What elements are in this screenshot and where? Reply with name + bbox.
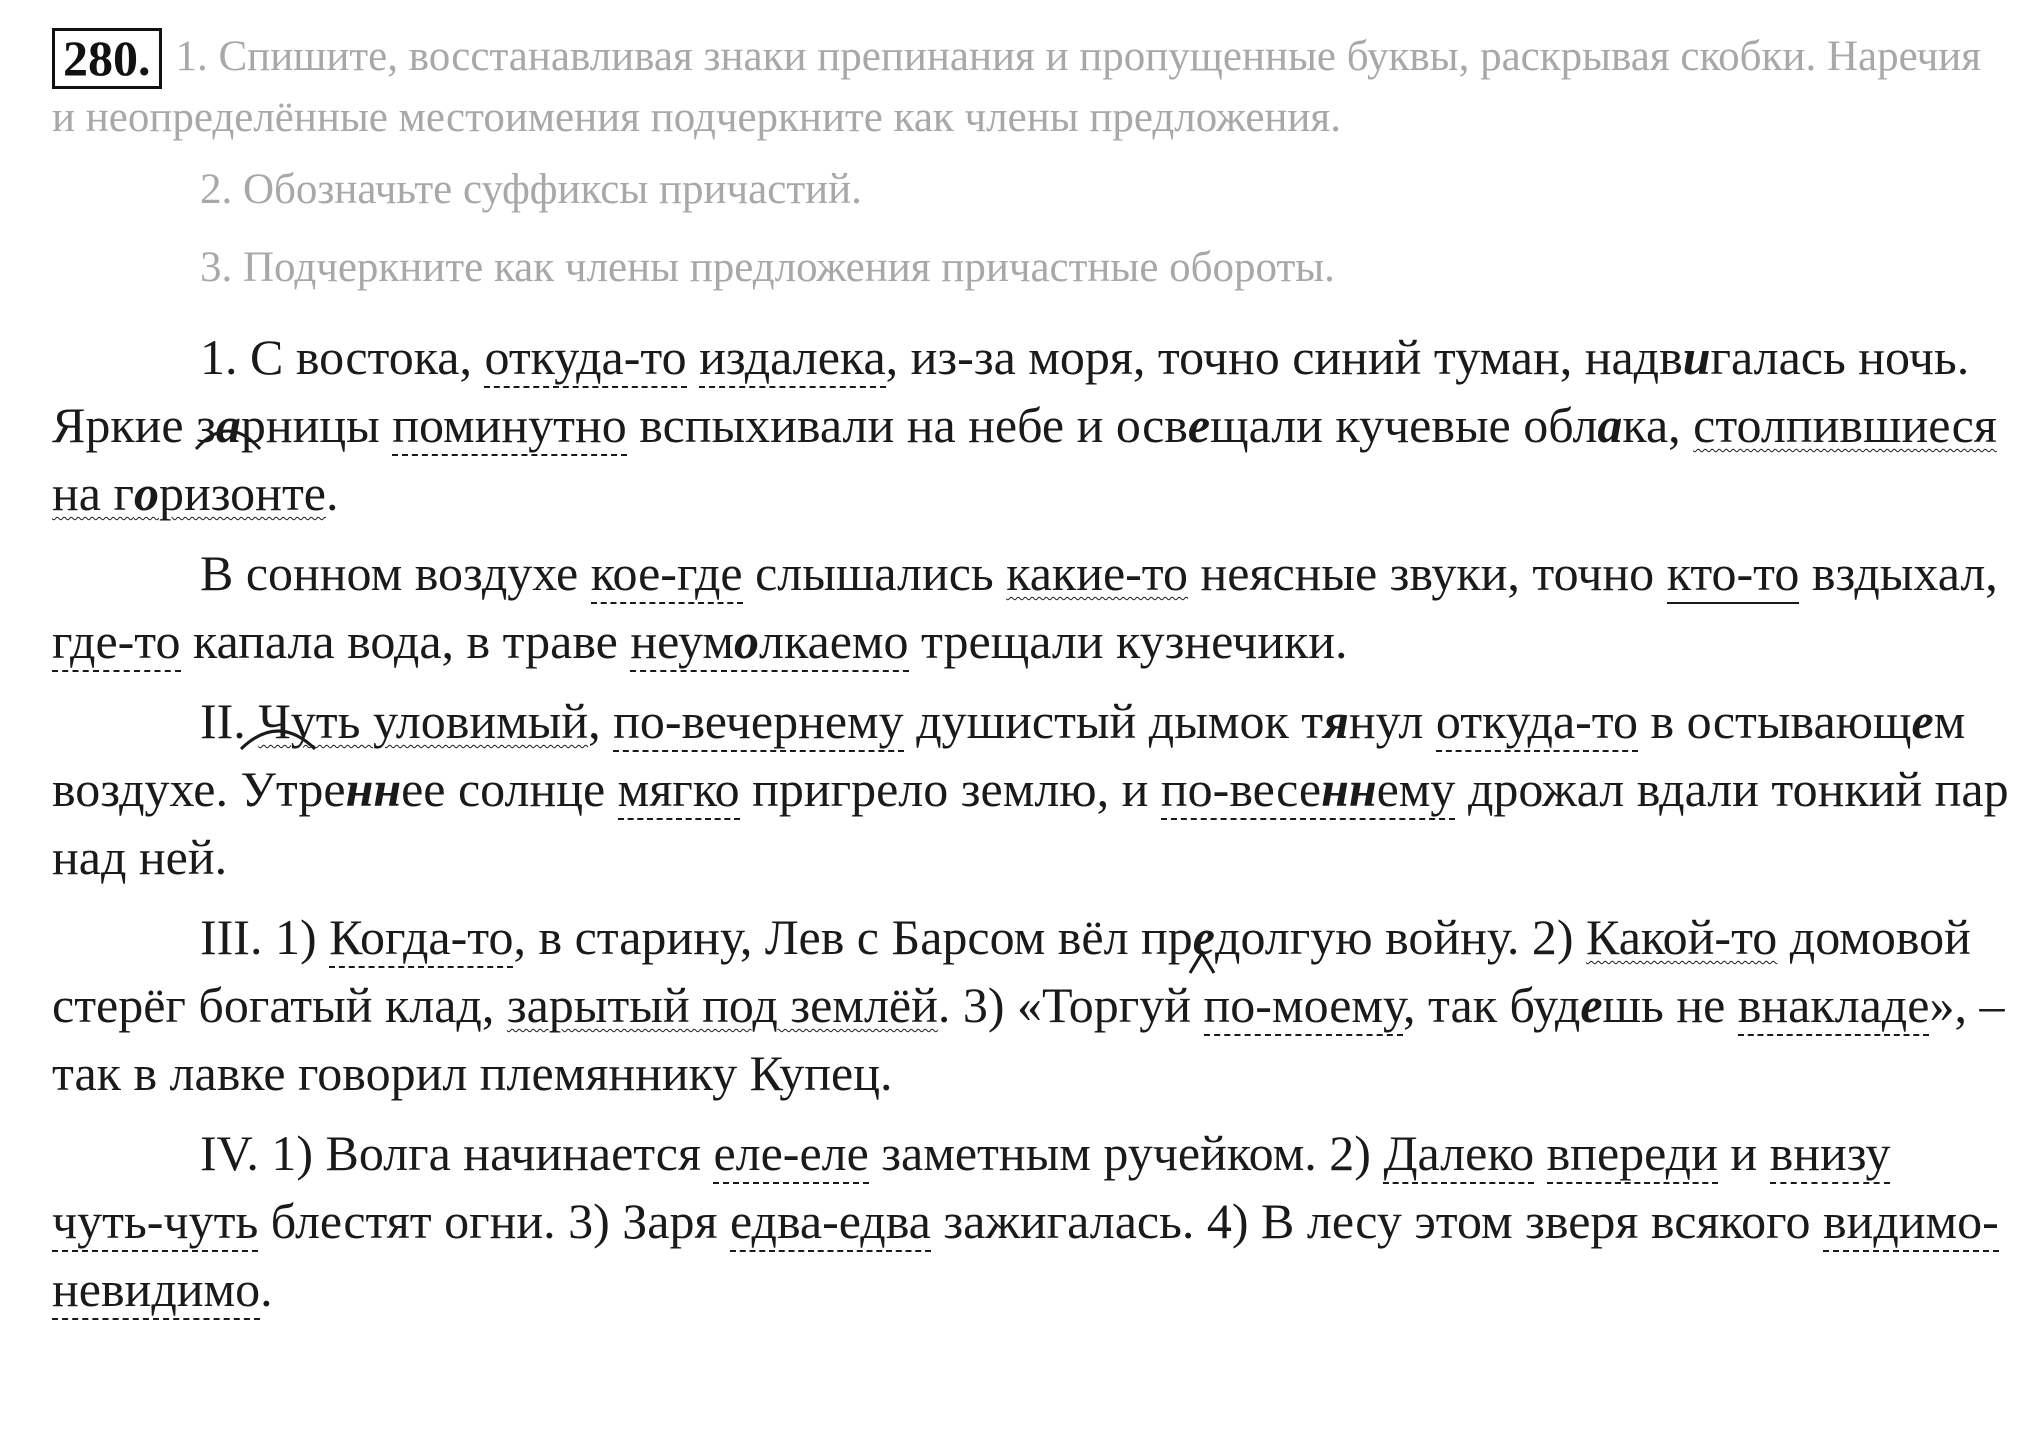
text-fragment: , так буд bbox=[1403, 977, 1581, 1033]
inserted-letter: е bbox=[1187, 397, 1211, 453]
inserted-letter: а bbox=[1597, 397, 1623, 453]
text-fragment: , bbox=[588, 693, 614, 749]
paragraph-5 bbox=[52, 1119, 2012, 1323]
text-fragment: вздыхал, bbox=[1799, 545, 1998, 601]
adverb-underlined: мягко bbox=[618, 761, 740, 820]
text-fragment: ка, bbox=[1622, 397, 1694, 453]
text-fragment: долгую войну. 2) bbox=[1215, 909, 1587, 965]
adverb-underlined: Далеко bbox=[1383, 1125, 1534, 1184]
paragraph-4 bbox=[52, 903, 2012, 1107]
adverb-underlined: где-то bbox=[52, 613, 181, 672]
adverb-underlined: чуть-чуть bbox=[52, 1193, 258, 1252]
text-fragment: , в старину, Лев с Барсом вёл пр bbox=[513, 909, 1193, 965]
text-fragment: , из-за моря, точно синий туман, надв bbox=[885, 329, 1683, 385]
exercise-page bbox=[52, 28, 2012, 1335]
paragraph-1 bbox=[52, 323, 2012, 527]
adverb-underlined: откуда-то bbox=[484, 329, 686, 388]
adverb-underlined: внизу bbox=[1770, 1125, 1891, 1184]
adverb-underlined: издалека bbox=[699, 329, 886, 388]
inserted-letter-with-caret bbox=[1193, 909, 1215, 965]
text-fragment: », – так в лавке говорил племяннику Купец. bbox=[52, 977, 2005, 1101]
adverb-underlined bbox=[1161, 761, 1456, 820]
text-fragment: зажигалась. 4) В лесу этом зверя всякого bbox=[930, 1193, 1823, 1249]
adverb-underlined: внакладе bbox=[1738, 977, 1930, 1036]
text-fragment: по-весе bbox=[1160, 761, 1322, 817]
text-fragment: ее солнце bbox=[401, 761, 618, 817]
text-fragment: и bbox=[1717, 1125, 1770, 1181]
text-fragment: рницы bbox=[240, 397, 393, 453]
pronoun-underlined: Какой-то bbox=[1586, 909, 1778, 965]
text-fragment: блестят огни. 3) Заря bbox=[258, 1193, 730, 1249]
inserted-letter: я bbox=[1323, 693, 1349, 749]
text-fragment: заметным ручейком. 2) bbox=[868, 1125, 1384, 1181]
adverb-underlined bbox=[630, 613, 908, 672]
text-fragment: слышались bbox=[742, 545, 1007, 601]
text-fragment: ризонте bbox=[158, 465, 326, 521]
instruction-1 bbox=[52, 28, 2012, 147]
text-fragment: неясные звуки, точно bbox=[1188, 545, 1667, 601]
inserted-letter: о bbox=[133, 465, 159, 521]
instruction-3: 3. Подчеркните как члены предложения причастные обороты. bbox=[200, 244, 1335, 291]
adverb-underlined: впереди bbox=[1547, 1125, 1718, 1184]
text-fragment: . 3) «Торгуй bbox=[937, 977, 1204, 1033]
pronoun-underlined: какие-то bbox=[1006, 545, 1188, 601]
text-fragment: галась ночь. Яркие з bbox=[52, 329, 1970, 453]
text-fragment: душистый дымок т bbox=[903, 693, 1324, 749]
text-fragment: ему bbox=[1376, 761, 1456, 817]
adverb-underlined: видимо-невидимо bbox=[52, 1193, 1999, 1320]
inserted-letter: и bbox=[1682, 329, 1711, 385]
adverb-underlined: по-моему bbox=[1204, 977, 1404, 1036]
inserted-letter: нн bbox=[345, 761, 402, 817]
text-fragment: столпившиеся на г bbox=[52, 397, 1997, 521]
text-fragment: шь не bbox=[1602, 977, 1738, 1033]
text-fragment: нул bbox=[1348, 693, 1436, 749]
text-fragment: щали кучевые обл bbox=[1210, 397, 1598, 453]
text-fragment: Чуть уловимый bbox=[258, 693, 589, 749]
participial-phrase: зарытый под землёй bbox=[506, 977, 938, 1033]
inserted-letter: е bbox=[1192, 909, 1215, 965]
pronoun-underlined: кто-то bbox=[1667, 545, 1800, 604]
text-fragment: капала вода, в траве bbox=[180, 613, 631, 669]
paragraph-3 bbox=[52, 687, 2012, 891]
inserted-letter: нн bbox=[1321, 761, 1377, 817]
text-fragment: в остывающ bbox=[1638, 693, 1912, 749]
text-fragment: неум bbox=[630, 613, 735, 669]
adverb-underlined: едва-едва bbox=[730, 1193, 931, 1252]
paragraph-2 bbox=[52, 539, 2012, 675]
text-fragment: . bbox=[326, 465, 339, 521]
text-fragment: пригрело землю, и bbox=[739, 761, 1161, 817]
inserted-letter: о bbox=[734, 613, 760, 669]
text-fragment: II. bbox=[200, 693, 259, 749]
adverb-underlined: поминутно bbox=[392, 397, 627, 456]
text-fragment: трещали кузнечики. bbox=[908, 613, 1348, 669]
text-fragment bbox=[687, 329, 700, 385]
text-fragment: домовой стерёг богатый клад, bbox=[52, 909, 1971, 1033]
adverb-underlined: Когда-то bbox=[329, 909, 513, 968]
text-fragment: III. 1) bbox=[200, 909, 330, 965]
exercise-number: 280. bbox=[52, 28, 162, 89]
adverb-underlined: по-вечернему bbox=[613, 693, 904, 752]
instruction-1-text: 1. Спишите, восстанавливая знаки препинания и пропущенные буквы, раскрывая скобки. Наречия и неопределённые местоимения подчеркните как члены предложения. bbox=[52, 33, 1982, 141]
text-fragment: м воздухе. Утре bbox=[52, 693, 1966, 817]
adverb-underlined: еле-еле bbox=[713, 1125, 868, 1184]
text-fragment: 1. С востока, bbox=[200, 329, 485, 385]
inserted-letter: е bbox=[1580, 977, 1603, 1033]
text-fragment: В сонном воздухе bbox=[200, 545, 591, 601]
text-fragment: IV. 1) Волга начинается bbox=[200, 1125, 714, 1181]
text-fragment: дрожал вдали тонкий пар над ней. bbox=[52, 761, 2009, 885]
inserted-letter-root-mark bbox=[216, 397, 241, 453]
text-fragment: лкаемо bbox=[759, 613, 909, 669]
inserted-letter: е bbox=[1911, 693, 1934, 749]
inserted-letter: а bbox=[215, 397, 241, 453]
adverb-underlined: откуда-то bbox=[1436, 693, 1638, 752]
text-fragment: вспыхивали на небе и осв bbox=[626, 397, 1188, 453]
adverb-underlined: кое-где bbox=[591, 545, 743, 604]
instruction-2: 2. Обозначьте суффиксы причастий. bbox=[200, 166, 862, 213]
instructions bbox=[52, 28, 2012, 297]
participial-phrase bbox=[258, 693, 588, 749]
text-fragment: . bbox=[260, 1261, 273, 1317]
text-fragment bbox=[1534, 1125, 1547, 1181]
